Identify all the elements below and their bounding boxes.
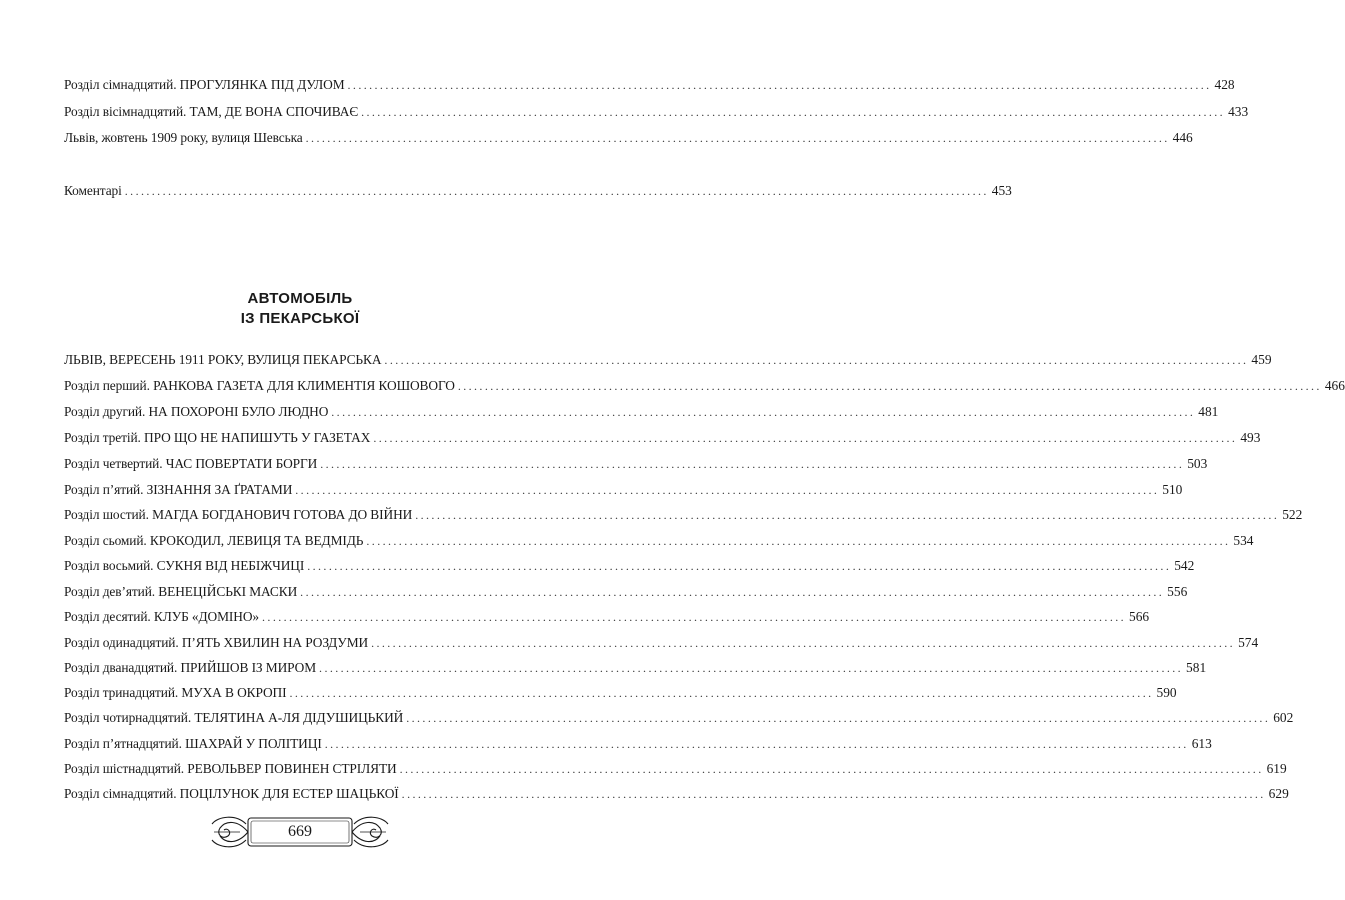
toc-entry-page: 493	[1240, 430, 1261, 445]
toc-entry-title: Розділ шостий. МАГДА БОГДАНОВИЧ ГОТОВА ДО ВІЙНИ	[64, 507, 413, 522]
toc-entry-title: Розділ шістнадцятий. РЕВОЛЬВЕР ПОВИНЕН СТРІЛЯТИ	[64, 761, 397, 776]
toc-entry-title: Розділ тринадцятий. МУХА В ОКРОПІ	[64, 685, 287, 700]
toc-entry-page: 613	[1191, 736, 1212, 751]
toc-entry	[64, 376, 1345, 396]
dot-leader: ................................................................................................................................................................	[124, 184, 989, 198]
dot-leader: ................................................................................................................................................................	[399, 762, 1264, 776]
page-number: 669	[288, 823, 312, 840]
toc-entry-title: Розділ десятий. КЛУБ «ДОМІНО»	[64, 609, 260, 624]
section-heading-line2: ІЗ ПЕКАРСЬКОЇ	[240, 310, 360, 327]
dot-leader: ................................................................................................................................................................	[262, 610, 1127, 624]
toc-entry-title: Розділ дев’ятий. ВЕНЕЦІЙСЬКІ МАСКИ	[64, 584, 298, 599]
toc-entry-title: Розділ восьмий. СУКНЯ ВІД НЕБІЖЧИЦІ	[64, 558, 305, 573]
toc-entry	[64, 505, 1303, 525]
dot-leader: ................................................................................................................................................................	[361, 105, 1226, 119]
dot-leader: ................................................................................................................................................................	[415, 508, 1280, 522]
toc-entry-title: Розділ одинадцятий. П’ЯТЬ ХВИЛИН НА РОЗДУМИ	[64, 635, 369, 650]
dot-leader: ................................................................................................................................................................	[320, 457, 1185, 471]
toc-entry-title: Розділ п’ятнадцятий. ШАХРАЙ У ПОЛІТИЦІ	[64, 736, 322, 751]
toc-entry-page: 619	[1266, 761, 1287, 776]
toc-entry	[64, 658, 1207, 678]
dot-leader: ................................................................................................................................................................	[307, 559, 1172, 573]
dot-leader: ................................................................................................................................................................	[347, 78, 1212, 92]
dot-leader: ................................................................................................................................................................	[305, 131, 1170, 145]
toc-entry	[64, 582, 1188, 602]
dot-leader: ................................................................................................................................................................	[384, 353, 1249, 367]
dot-leader: ................................................................................................................................................................	[300, 585, 1165, 599]
dot-leader: ................................................................................................................................................................	[406, 711, 1271, 725]
toc-entry	[64, 102, 1249, 122]
toc-entry-title: Розділ сімнадцятий. ПРОГУЛЯНКА ПІД ДУЛОМ	[64, 77, 345, 92]
toc-entry-page: 534	[1233, 533, 1254, 548]
dot-leader: ................................................................................................................................................................	[401, 787, 1266, 801]
toc-entry-page: 466	[1324, 378, 1345, 393]
toc-entry-title: Розділ сімнадцятий. ПОЦІЛУНОК ДЛЯ ЕСТЕР ШАЦЬКОЇ	[64, 786, 399, 801]
toc-entry	[64, 350, 1272, 370]
toc-entry	[64, 556, 1195, 576]
toc-entry-page: 602	[1273, 710, 1294, 725]
toc-entry	[64, 454, 1208, 474]
dot-leader: ................................................................................................................................................................	[366, 534, 1231, 548]
toc-entry-title: Розділ дванадцятий. ПРИЙШОВ ІЗ МИРОМ	[64, 660, 317, 675]
toc-entry-title: Розділ сьомий. КРОКОДИЛ, ЛЕВИЦЯ ТА ВЕДМІДЬ	[64, 533, 364, 548]
toc-entry-title: ЛЬВІВ, ВЕРЕСЕНЬ 1911 РОКУ, ВУЛИЦЯ ПЕКАРСЬКА	[64, 352, 382, 367]
toc-entry-page: 566	[1129, 609, 1150, 624]
toc-entry	[64, 633, 1259, 653]
toc-entry-page: 590	[1156, 685, 1177, 700]
toc-entry-comments	[64, 181, 1012, 201]
toc-entry-title: Розділ другий. НА ПОХОРОНІ БУЛО ЛЮДНО	[64, 404, 329, 419]
toc-entry	[64, 708, 1294, 728]
toc-entry	[64, 428, 1261, 448]
toc-entry-title: Розділ четвертий. ЧАС ПОВЕРТАТИ БОРГИ	[64, 456, 318, 471]
toc-entry-page: 629	[1268, 786, 1289, 801]
toc-entry	[64, 75, 1235, 95]
dot-leader: ................................................................................................................................................................	[319, 661, 1184, 675]
toc-entry-page: 453	[991, 183, 1012, 198]
toc-entry-page: 428	[1214, 77, 1235, 92]
toc-entry-page: 503	[1187, 456, 1208, 471]
toc-entry	[64, 480, 1183, 500]
toc-entry	[64, 531, 1254, 551]
section-heading-line1: АВТОМОБІЛЬ	[247, 290, 353, 307]
toc-entry	[64, 402, 1219, 422]
dot-leader: ................................................................................................................................................................	[371, 636, 1236, 650]
dot-leader: ................................................................................................................................................................	[331, 405, 1196, 419]
dot-leader: ................................................................................................................................................................	[457, 379, 1322, 393]
dot-leader: ................................................................................................................................................................	[295, 483, 1160, 497]
toc-entry-page: 522	[1282, 507, 1303, 522]
toc-entry	[64, 734, 1212, 754]
toc-entry-page: 556	[1167, 584, 1188, 599]
toc-entry-title: Розділ третій. ПРО ЩО НЕ НАПИШУТЬ У ГАЗЕТАХ	[64, 430, 371, 445]
toc-entry-page: 446	[1172, 130, 1193, 145]
toc-entry-title: Львів, жовтень 1909 року, вулиця Шевська	[64, 130, 303, 145]
toc-entry-page: 481	[1198, 404, 1219, 419]
toc-entry-title: Розділ чотирнадцятий. ТЕЛЯТИНА А-ЛЯ ДІДУШИЦЬКИЙ	[64, 710, 404, 725]
toc-entry-title: Розділ перший. РАНКОВА ГАЗЕТА ДЛЯ КЛИМЕНТІЯ КОШОВОГО	[64, 378, 455, 393]
dot-leader: ................................................................................................................................................................	[373, 431, 1238, 445]
dot-leader: ................................................................................................................................................................	[289, 686, 1154, 700]
toc-entry-page: 542	[1174, 558, 1195, 573]
toc-entry-title: Коментарі	[64, 183, 122, 198]
toc-entry-title: Розділ п’ятий. ЗІЗНАННЯ ЗА ҐРАТАМИ	[64, 482, 293, 497]
dot-leader: ................................................................................................................................................................	[324, 737, 1189, 751]
toc-entry	[64, 128, 1193, 148]
toc-entry	[64, 784, 1289, 804]
toc-entry-page: 581	[1186, 660, 1207, 675]
toc-entry-page: 574	[1238, 635, 1259, 650]
toc-entry-page: 510	[1162, 482, 1183, 497]
toc-entry	[64, 759, 1287, 779]
toc-entry-page: 459	[1251, 352, 1272, 367]
toc-entry-title: Розділ вісімнадцятий. ТАМ, ДЕ ВОНА СПОЧИВАЄ	[64, 104, 359, 119]
toc-entry-page: 433	[1228, 104, 1249, 119]
toc-entry	[64, 683, 1177, 703]
toc-entry	[64, 607, 1150, 627]
